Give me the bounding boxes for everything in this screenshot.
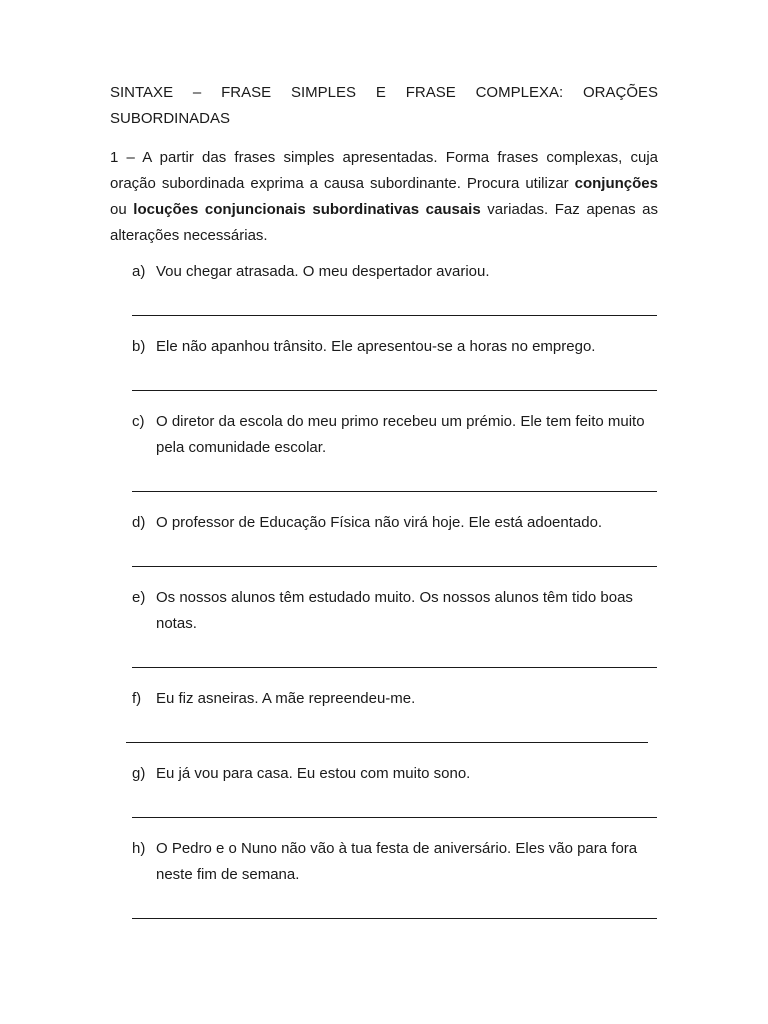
item-letter: g) xyxy=(132,765,146,782)
title-line-1: SINTAXE – FRASE SIMPLES E FRASE COMPLEXA: ORAÇÕES xyxy=(110,84,658,101)
exercise-items xyxy=(110,259,658,919)
item-sentence: O professor de Educação Física não virá hoje. Ele está adoentado. xyxy=(156,514,603,531)
item-sentence: Eu fiz asneiras. A mãe repreendeu-me. xyxy=(156,690,416,707)
item-letter: e) xyxy=(132,589,146,606)
instruction-bold-conjuncoes: conjunções xyxy=(574,175,658,192)
answer-line-h[interactable] xyxy=(132,918,657,919)
exercise-item-e xyxy=(110,585,658,668)
item-sentence: O diretor da escola do meu primo recebeu um prémio. Ele tem feito muito pela comunidade escolar. xyxy=(156,413,645,456)
exercise-item-c xyxy=(110,409,658,492)
item-sentence: O Pedro e o Nuno não vão à tua festa de aniversário. Eles vão para fora neste fim de semana. xyxy=(156,840,638,883)
worksheet-title xyxy=(110,80,658,132)
exercise-item-d xyxy=(110,510,658,567)
instruction-text-1: 1 – A partir das frases simples apresentadas. Forma frases complexas, cuja oração subordinada exprima a causa subordinante. Procura utilizar xyxy=(110,149,658,192)
answer-line-f[interactable] xyxy=(126,742,648,743)
item-sentence: Os nossos alunos têm estudado muito. Os nossos alunos têm tido boas notas. xyxy=(156,589,633,632)
item-letter: a) xyxy=(132,263,146,280)
exercise-item-a xyxy=(110,259,658,316)
worksheet-page xyxy=(110,80,658,937)
answer-line-d[interactable] xyxy=(132,566,657,567)
answer-line-a[interactable] xyxy=(132,315,657,316)
item-letter: h) xyxy=(132,840,146,857)
answer-line-e[interactable] xyxy=(132,667,657,668)
exercise-item-f xyxy=(110,686,658,743)
instruction-text-3: variadas. Faz apenas as alterações necessárias. xyxy=(110,201,659,244)
title-line-2: SUBORDINADAS xyxy=(110,110,231,127)
instruction-bold-locucoes: locuções conjuncionais subordinativas causais xyxy=(133,201,481,218)
item-sentence: Ele não apanhou trânsito. Ele apresentou-se a horas no emprego. xyxy=(156,338,596,355)
exercise-item-b xyxy=(110,334,658,391)
exercise-item-h xyxy=(110,836,658,919)
item-letter: b) xyxy=(132,338,146,355)
item-sentence: Vou chegar atrasada. O meu despertador avariou. xyxy=(156,263,490,280)
instruction-text-2: ou xyxy=(110,201,134,218)
item-letter: c) xyxy=(132,413,145,430)
answer-line-c[interactable] xyxy=(132,491,657,492)
exercise-item-g xyxy=(110,761,658,818)
answer-line-b[interactable] xyxy=(132,390,657,391)
item-letter: f) xyxy=(132,690,142,707)
item-letter: d) xyxy=(132,514,146,531)
item-sentence: Eu já vou para casa. Eu estou com muito sono. xyxy=(156,765,471,782)
answer-line-g[interactable] xyxy=(132,817,657,818)
exercise-instruction xyxy=(110,145,658,249)
